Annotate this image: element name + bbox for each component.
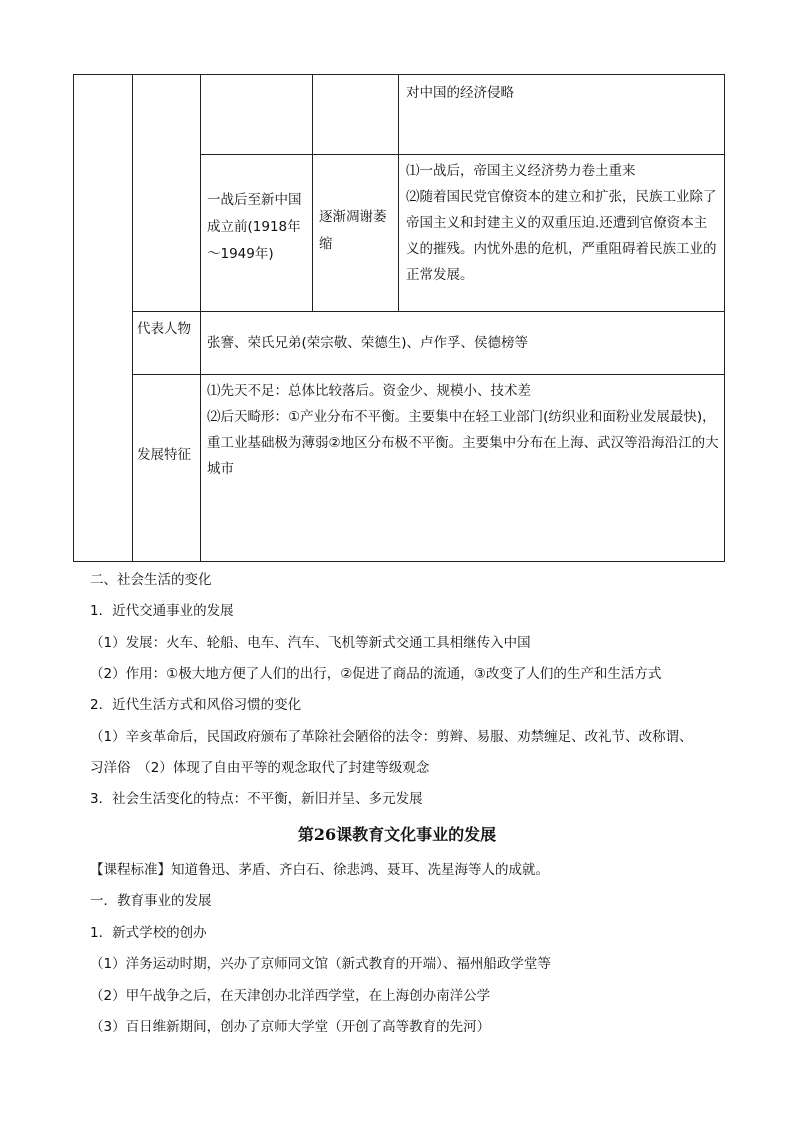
section-heading: 一．教育事业的发展 xyxy=(90,893,212,909)
body-line: （1）发展：火车、轮船、电车、汽车、飞机等新式交通工具相继传入中国 xyxy=(90,635,531,651)
cell-text: ⑴先天不足：总体比较落后。资金少、规模小、技术差 xyxy=(207,383,531,399)
rep-value: 张謇、荣氏兄弟(荣宗敬、荣德生)、卢作孚、侯德榜等 xyxy=(207,335,529,351)
table-cell xyxy=(137,440,195,470)
table-cell xyxy=(207,378,719,482)
cell-text: 对中国的经济侵略 xyxy=(406,85,514,101)
table-divider xyxy=(398,74,399,311)
table-cell xyxy=(137,316,195,343)
feature-label: 发展特征 xyxy=(137,447,191,463)
table-border xyxy=(724,74,725,562)
cell-text: ⑴一战后，帝国主义经济势力卷土重来 xyxy=(406,163,636,179)
body-line: （2）甲午战争之后，在天津创办北洋西学堂，在上海创办南洋公学 xyxy=(90,988,491,1004)
body-line: （3）百日维新期间，创办了京师大学堂（开创了高等教育的先河） xyxy=(90,1019,491,1035)
body-line: 3．社会生活变化的特点：不平衡，新旧并呈、多元发展 xyxy=(90,791,423,807)
body-line: 习洋俗 （2）体现了自由平等的观念取代了封建等级观念 xyxy=(90,760,430,776)
cell-text: ⑵后天畸形：①产业分布不平衡。主要集中在轻工业部门(纺织业和面粉业发展最快)，重工业基础极为薄弱②地区分布极不平衡。主要集中分布在上海、武汉等沿海沿江的大城市 xyxy=(207,409,719,477)
table-cell xyxy=(207,330,717,356)
rep-label: 代表人物 xyxy=(137,321,191,337)
body-line: 1．近代交通事业的发展 xyxy=(90,603,234,619)
table-border xyxy=(73,74,725,75)
table-border xyxy=(73,74,74,562)
table-divider xyxy=(132,374,725,375)
cell-text: ⑵随着国民党官僚资本的建立和扩张，民族工业除了帝国主义和封建主义的双重压迫.还遭到官僚资本主义的摧残。内忧外患的危机，严重阻碍着民族工业的正常发展。 xyxy=(406,189,717,283)
table-divider xyxy=(132,74,133,562)
body-line: （1）辛亥革命后，民国政府颁布了革除社会陋俗的法令：剪辫、易服、劝禁缠足、改礼节、改称谓、 xyxy=(90,729,693,745)
body-line: 2．近代生活方式和风俗习惯的变化 xyxy=(90,697,302,713)
body-line: （1）洋务运动时期，兴办了京师同文馆（新式教育的开端）、福州船政学堂等 xyxy=(90,956,551,972)
table-cell xyxy=(207,187,307,268)
period-text: 一战后至新中国成立前(1918年～1949年) xyxy=(207,192,302,262)
table-cell xyxy=(319,204,395,258)
trend-text: 逐渐凋谢萎缩 xyxy=(319,209,387,252)
table-divider xyxy=(312,74,313,311)
table-cell xyxy=(406,158,720,288)
table-border xyxy=(73,561,725,562)
table-divider xyxy=(200,74,201,562)
table-divider xyxy=(200,154,725,155)
table-divider xyxy=(132,311,725,312)
body-line: （2）作用：①极大地方便了人们的出行，②促进了商品的流通，③改变了人们的生产和生活方式 xyxy=(90,666,662,682)
course-standard: 【课程标准】知道鲁迅、茅盾、齐白石、徐悲鸿、聂耳、冼星海等人的成就。 xyxy=(90,862,549,878)
section-heading: 二、社会生活的变化 xyxy=(90,572,212,588)
lesson-title: 第26课教育文化事业的发展 xyxy=(297,825,497,844)
table-cell xyxy=(406,80,718,106)
body-line: 1．新式学校的创办 xyxy=(90,925,207,941)
industry-table xyxy=(73,74,725,562)
